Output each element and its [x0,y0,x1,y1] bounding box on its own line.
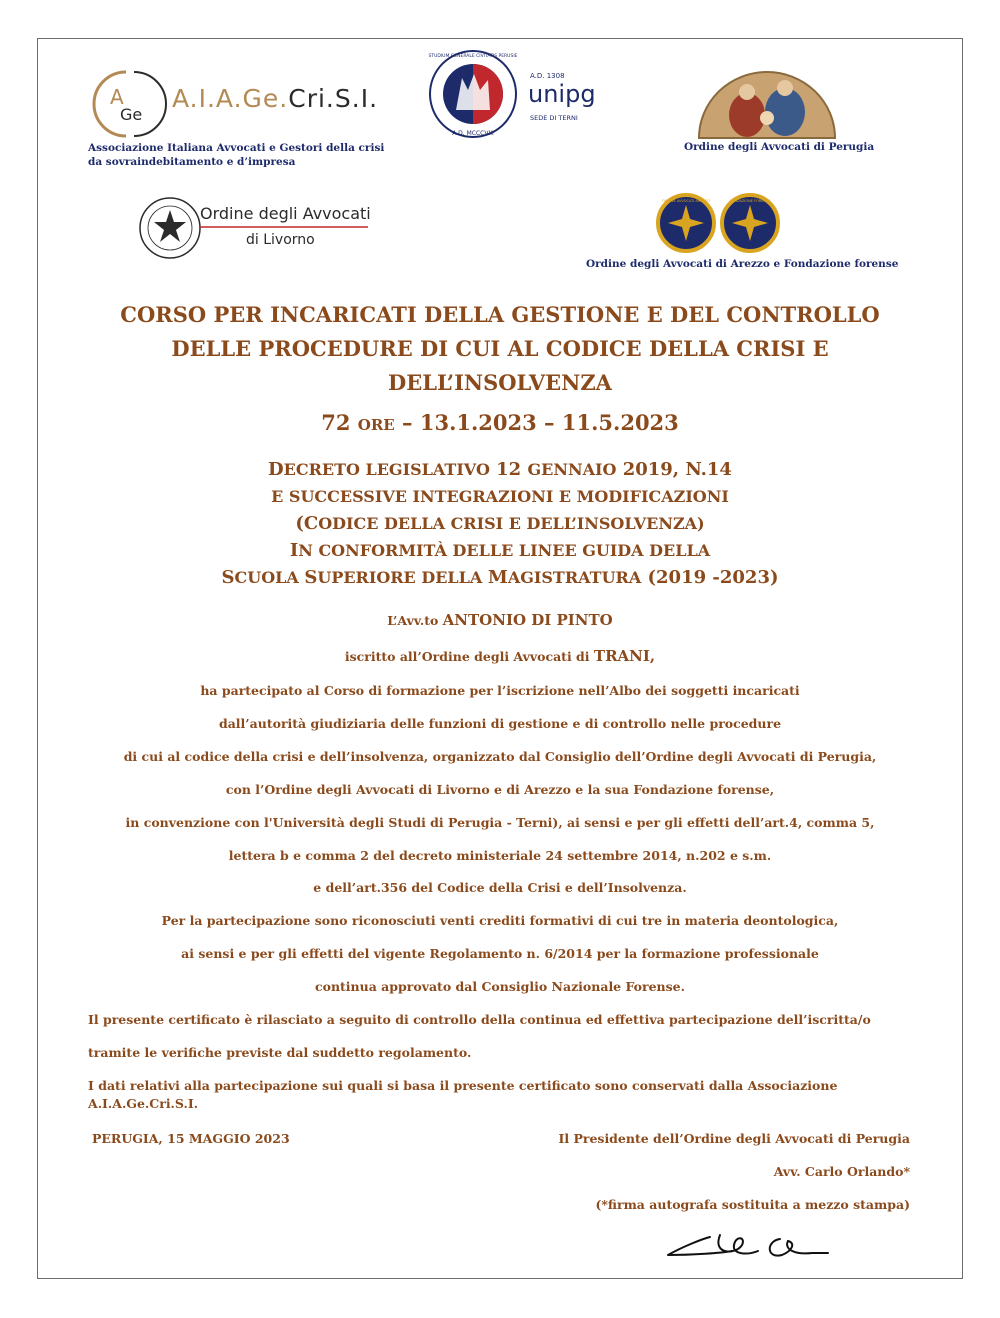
course-title-line1: CORSO PER INCARICATI DELLA GESTIONE E DEL CONTROLLO [120,302,880,327]
unipg-brand: unipg [528,80,596,108]
perugia-caption: Ordine degli Avvocati di Perugia [684,141,875,153]
livorno-name-line1: Ordine degli Avvocati [200,204,371,223]
aiage-caption-line1: Associazione Italiana Avvocati e Gestori della crisi [88,142,385,154]
closing-block [88,0,918,1120]
decree-line1: DECRETO LEGISLATIVO 12 GENNAIO 2019, N.14 [268,459,732,480]
course-dates: – 13.1.2023 – 11.5.2023 [402,410,679,435]
signature-note: (*firma autografa sostituita a mezzo stampa) [595,1197,910,1212]
course-title-line3: DELL’INSOLVENZA [388,370,612,395]
decree-line3: (CODICE DELLA CRISI E DELL’INSOLVENZA) [295,513,705,534]
recipient-city: TRANI, [593,647,656,665]
aiage-logo-text-dark: Cri.S.I. [288,84,379,113]
arezzo-badge2-text: FONDAZIONE FORENSE [729,199,771,203]
body-line: e dell’art.356 del Codice della Crisi e dell’Insolvenza. [313,880,687,895]
body-line: lettera b e comma 2 del decreto ministeriale 24 settembre 2014, n.202 e s.m. [228,848,772,863]
closing-line: tramite le verifiche previste dal suddetto regolamento. [88,1045,472,1060]
hours-label: ORE [357,416,395,434]
body-line: in convenzione con l'Università degli Studi di Perugia - Terni), ai sensi e per gli effetti dell’art.4, comma 5, [125,815,875,830]
body-line: ha partecipato al Corso di formazione per l’iscrizione nell’Albo dei soggetti incaricati [200,683,800,698]
hours-number: 72 [321,410,351,435]
decree-line2: E SUCCESSIVE INTEGRAZIONI E MODIFICAZIONI [271,487,729,506]
aiage-caption-line2: da sovraindebitamento e d’impresa [88,156,296,168]
aiage-monogram-a: A [110,85,124,109]
handwritten-signature [662,1225,832,1265]
place-date: PERUGIA, 15 MAGGIO 2023 [92,1131,290,1146]
unipg-seal-date: A.D. MCCCVIII [452,130,494,137]
closing-line: I dati relativi alla partecipazione sui quali si basa il presente certificato sono conservati dalla Associazione [88,1078,838,1093]
body-line: con l’Ordine degli Avvocati di Livorno e di Arezzo e la sua Fondazione forense, [225,782,775,797]
arezzo-badge1-text: ORDINE AVVOCATI AREZZO [662,199,710,203]
aiage-logo-text-light: A.I.A.Ge. [172,84,289,113]
recipient-line: L’Avv.to ANTONIO DI PINTO [387,611,613,629]
recipient-register-line: iscritto all’Ordine degli Avvocati di TRANI, [344,647,656,665]
signatory-role: Il Presidente dell’Ordine degli Avvocati di Perugia [558,1131,910,1146]
unipg-seal-text: STUDIUM GENERALE CIVITATIS PERUSIE [428,54,518,59]
course-title-line2: DELLE PROCEDURE DI CUI AL CODICE DELLA CRISI E [171,336,829,361]
closing-line: Il presente certificato è rilasciato a seguito di controllo della continua ed effettiva partecipazione dell’iscritta/o [88,1012,871,1027]
signatory-name: Avv. Carlo Orlando* [773,1164,910,1179]
body-line: dall’autorità giudiziaria delle funzioni di gestione e di controllo nelle procedure [218,716,782,731]
aiage-monogram-ge: Ge [120,105,143,124]
decree-line5: SCUOLA SUPERIORE DELLA MAGISTRATURA (2019 -2023) [221,567,779,588]
unipg-sub: SEDE DI TERNI [530,114,578,122]
body-line: di cui al codice della crisi e dell’insolvenza, organizzato dal Consiglio dell’Ordine degli Avvocati di Perugia, [123,749,877,764]
closing-line: A.I.A.Ge.Cri.S.I. [88,1096,199,1111]
arezzo-caption: Ordine degli Avvocati di Arezzo e Fondazione forense [586,258,899,270]
body-line: continua approvato dal Consiglio Nazionale Forense. [315,979,685,994]
livorno-name-line2: di Livorno [246,232,315,248]
unipg-year: A.D. 1308 [530,72,565,80]
recipient-name: ANTONIO DI PINTO [442,611,613,629]
body-line: Per la partecipazione sono riconosciuti venti crediti formativi di cui tre in materia deontologica, [161,913,839,928]
decree-line4: IN CONFORMITÀ DELLE LINEE GUIDA DELLA [289,540,711,561]
body-line: ai sensi e per gli effetti del vigente Regolamento n. 6/2014 per la formazione professionale [181,946,819,961]
